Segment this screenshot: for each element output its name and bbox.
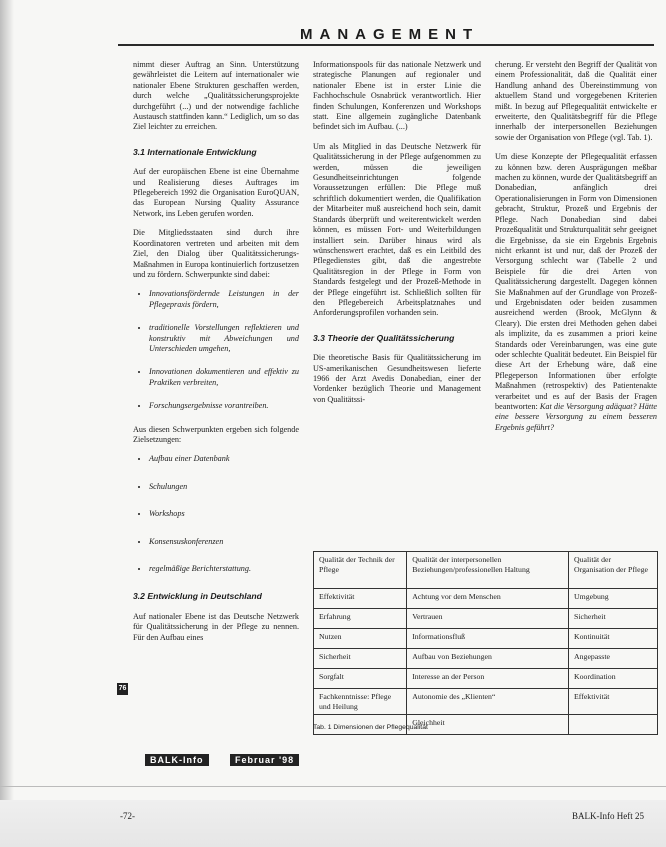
- table-cell: Koordination: [569, 669, 658, 689]
- paragraph-text: Um diese Konzepte der Pflegequalität erfassen zu können bzw. deren Ausprägungen meßbar machen zu können, wurde der Qualitätsbegriff an Donabedian, anfänglich drei Operationalisierungen in Form von Dimensionen gebracht, Struktur, Prozeß und Ergebnis der Pflege. Nach Donabedian sind dabei Prozeßqualität und Strukturqualität sehr geeignet die Ergebnisse, da sie ein Ergebnis Ergebnis nicht erkannt ist und nur, daß der Prozeß der Versorgung schlecht war (Tabelle 2 und Beispiele für die drei Arten von Qualitätssicherung dargestellt. Dagegen können Sie Maßnahmen auf der Grundlage von Prozeß- und Ergebnisdaten oder beiden zusammen ausreichend werden (Brook, McGlynn & Cleary). Die ersten drei Methoden gehen dabei als implizite, da es zusammen a priori keine Standards oder Vereinbarungen, was eine gute oder schlechte Qualität bedeutet. Ein Beispiel für diese Art der Erhebung wäre, daß eine Pflegeperson Informationen über erfolgte Maßnahmen (retrospektiv) des Patientenakte verarbeitet und es auf der Basis der Fragen beantworten:: [495, 152, 657, 411]
- table-row: [314, 629, 658, 649]
- table-cell: Vertrauen: [407, 609, 569, 629]
- table-cell: Sorgfalt: [314, 669, 407, 689]
- table-cell: Effektivität: [569, 689, 658, 715]
- subheading-germany: 3.2 Entwicklung in Deutschland: [133, 591, 262, 602]
- header-rule: [118, 44, 654, 46]
- list-item: • Innovationen dokumentieren und effektiv zu Praktiken verbreiten,: [149, 367, 299, 388]
- footer-date: Februar '98: [230, 754, 299, 766]
- list-item: • traditionelle Vorstellungen reflektieren und konstruktiv mit Abweichungen und Unterschieden umgehen,: [149, 323, 299, 354]
- page-fold-line: [0, 786, 666, 787]
- bullet-list-focus: [133, 289, 299, 411]
- list-item: • Innovationsfördernde Leistungen in der Pflegepraxis fördern,: [149, 289, 299, 310]
- table-header-cell: Qualität der Organisation der Pflege: [569, 552, 658, 589]
- list-item: • regelmäßige Berichterstattung.: [149, 564, 299, 574]
- list-item: • Schulungen: [149, 482, 299, 492]
- text-column-1: [133, 60, 299, 652]
- table-row: [314, 609, 658, 629]
- table-cell: Sicherheit: [569, 609, 658, 629]
- bullet-list-goals: [133, 454, 299, 574]
- journal-reference: BALK-Info Heft 25: [572, 811, 644, 821]
- table-row: [314, 589, 658, 609]
- table-header-cell: Qualität der interpersonellen Beziehungen/professionellen Haltung: [407, 552, 569, 589]
- paragraph: Auf nationaler Ebene ist das Deutsche Netzwerk für Qualitätssicherung in der Pflege zu nennen. Für den Aufbau eines: [133, 611, 299, 642]
- paragraph: Aus diesen Schwerpunkten ergeben sich folgende Zielsetzungen:: [133, 424, 299, 444]
- binding-shadow: [0, 0, 14, 847]
- paragraph: Die Mitgliedsstaaten sind durch ihre Koordinatoren vertreten und arbeiten mit dem Ziel, den Dialog über Qualitätssicherungs-Maßnahmen in Europa kontinuierlich fortzusetzen und zu fördern. Schwerpunkte sind dabei:: [133, 228, 299, 279]
- table-cell: Aufbau von Beziehungen: [407, 649, 569, 669]
- paragraph: Die theoretische Basis für Qualitätssicherung im US-amerikanischen Gesundheitswesen lieferte 1966 der Arzt Avedis Donabedian, einer der Vordenker bezüglich Theorie und Management von Qualitätssi-: [313, 353, 481, 404]
- table-cell: Autonomie des „Klienten“: [407, 689, 569, 715]
- table-cell: Sicherheit: [314, 649, 407, 669]
- paragraph: Auf der europäischen Ebene ist eine Übernahme und Realisierung dieses Auftrages im Pflegebereich 1992 die Organisation EuroQUAN, das European Nursing Quality Assurance Network, ins Leben gerufen worden.: [133, 167, 299, 218]
- subheading-theory: 3.3 Theorie der Qualitätssicherung: [313, 332, 455, 343]
- list-item: • Konsensuskonferenzen: [149, 537, 299, 547]
- paragraph: Informationspools für das nationale Netzwerk und strategische Planungen auf regionaler und nationaler Ebene ist in erster Linie die Fachhochschule Osnabrück verantwortlich. Hier finden Schulungen, Konferenzen und Workshops statt. Eine allgemein zugängliche Datenbank befindet sich im Aufbau. (...): [313, 60, 481, 132]
- table-cell: Interesse an der Person: [407, 669, 569, 689]
- paragraph: nimmt dieser Auftrag an Sinn. Unterstützung gewährleistet die Leitern auf internationaler wie nationaler Ebene Strukturen geschaffen werden, durch welche „Qualitätssicherungsprojekte durchgeführt (...) und der notwendige fachliche Austausch stattfinden kann.“ Lediglich, um so das Ziel leichter zu erreichen.: [133, 60, 299, 132]
- section-title: MANAGEMENT: [300, 26, 480, 43]
- table-cell: Gleichheit: [407, 715, 569, 735]
- quality-dimensions-table: [313, 551, 658, 735]
- paragraph: Um als Mitglied in das Deutsche Netzwerk für Qualitätssicherung in der Pflege aufgenommen zu werden, müssen die jeweiligen Gesundheitseinrichtungen folgende Voraussetzungen erfüllen: Die Pflege muß schriftlich dokumentiert werden, die Qualifikation der Mitarbeiter muß ausreichend hoch sein, damit Standards überprüft und weiterentwickelt werden können, es müssen Fort- und Weiterbildungen installiert sein. Darüber hinaus wird als wünschenswert erachtet, daß es ein Leitbild des Pflegedienstes gibt, daß die angestrebte Qualitätsregion in der Pflege in Form von Standards festgelegt und der Prozeß-Methode in der Pflege eingeführt ist. Schließlich sollten für den Pflegebereich Arbeitsplatznahes und Anforderungsprofilen vorhanden sein.: [313, 141, 481, 318]
- table-row: [314, 649, 658, 669]
- page-number: -72-: [120, 811, 135, 821]
- list-item: • Forschungsergebnisse vorantreiben.: [149, 401, 299, 411]
- table-cell: Angepasste: [569, 649, 658, 669]
- table-header-row: [314, 552, 658, 589]
- paragraph: [495, 152, 657, 433]
- footer-logo: BALK-Info: [145, 754, 209, 766]
- list-item: • Workshops: [149, 509, 299, 519]
- table-cell: Kontinuität: [569, 629, 658, 649]
- page-side-marker: 76: [117, 683, 128, 695]
- table-cell: [569, 715, 658, 735]
- paragraph: cherung. Er versteht den Begriff der Qualität von einem Professionalität, daß die Qualität einer Handlung anhand des Übereinstimmung von aktuellem Stand und vorgegebenen Kriterien mißt. In bezug auf Pflegequalität entwickelte er erweiterte, den Qualitätsbegriff für die Pflege innerhalb der interpersonellen Beziehungen sowie der Organisation von Pflege (vgl. Tab. 1).: [495, 60, 657, 142]
- text-column-2: [313, 60, 481, 414]
- table-cell: Informationsfluß: [407, 629, 569, 649]
- table-row: [314, 669, 658, 689]
- table-cell: Fachkenntnisse: Pflege und Heilung: [314, 689, 407, 715]
- table-cell: Nutzen: [314, 629, 407, 649]
- table-cell: Erfahrung: [314, 609, 407, 629]
- table-cell: Achtung vor dem Menschen: [407, 589, 569, 609]
- table-cell: Umgebung: [569, 589, 658, 609]
- table-cell: Effektivität: [314, 589, 407, 609]
- scan-lower-area: [0, 800, 666, 847]
- subheading-international: 3.1 Internationale Entwicklung: [133, 146, 257, 157]
- list-item: • Aufbau einer Datenbank: [149, 454, 299, 464]
- table-row: [314, 689, 658, 715]
- table-caption: Tab. 1 Dimensionen der Pflegequalität: [313, 724, 428, 731]
- text-column-3: [495, 60, 657, 442]
- emphasized-question: Kat die Versorgung adäquat? Hätte eine bessere Versorgung zu einem besseren Ergebnis geführt?: [495, 402, 657, 432]
- table-header-cell: Qualität der Technik der Pflege: [314, 552, 407, 589]
